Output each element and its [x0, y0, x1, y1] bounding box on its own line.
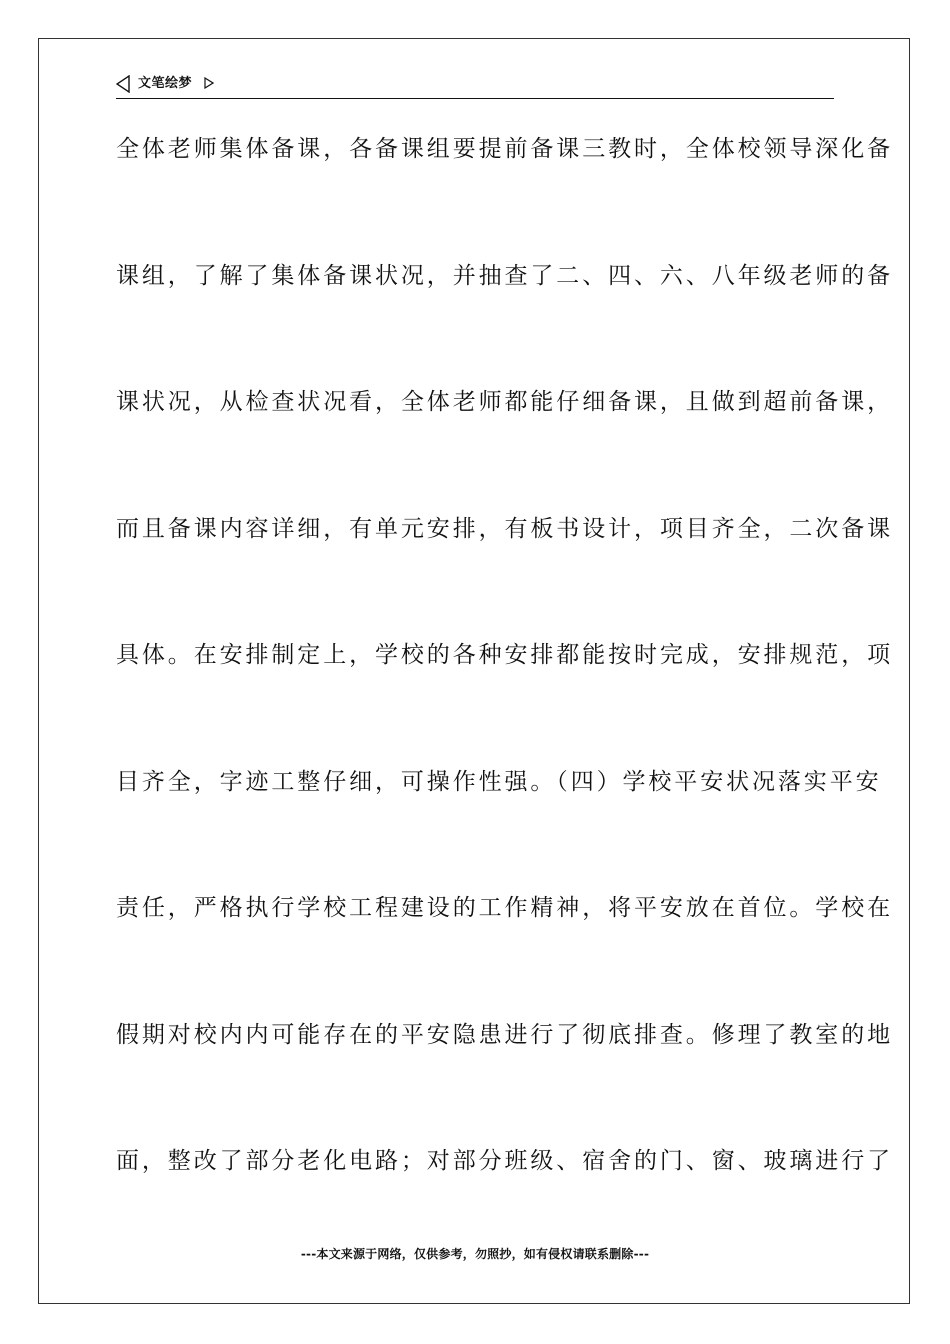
- text-line: 而且备课内容详细，有单元安排，有板书设计，项目齐全，二次备课: [116, 515, 893, 542]
- text-line: 面，整改了部分老化电路；对部分班级、宿舍的门、窗、玻璃进行了: [116, 1148, 893, 1174]
- footer-disclaimer: ---本文来源于网络，仅供参考，勿照抄，如有侵权请联系删除---: [300, 1247, 650, 1261]
- text-line: 全体老师集体备课，各备课组要提前备课三教时，全体校领导深化备: [116, 136, 893, 162]
- triangle-right-icon: [204, 77, 214, 89]
- text-line: 目齐全，字迹工整仔细，可操作性强。（四）学校平安状况落实平安: [116, 768, 882, 795]
- text-line: 课组，了解了集体备课状况，并抽查了二、四、六、八年级老师的备: [116, 262, 893, 289]
- text-line: 责任，严格执行学校工程建设的工作精神，将平安放在首位。学校在: [116, 895, 893, 921]
- header-title: 文笔绘梦: [138, 76, 193, 91]
- text-line: 假期对校内内可能存在的平安隐患进行了彻底排查。修理了教室的地: [116, 1021, 893, 1048]
- body-text: [116, 125, 893, 1264]
- page-header: [116, 74, 834, 99]
- text-line: 具体。在安排制定上，学校的各种安排都能按时完成，安排规范，项: [116, 642, 893, 668]
- triangle-left-icon: [116, 75, 130, 93]
- text-line: 课状况，从检查状况看，全体老师都能仔细备课，且做到超前备课，: [116, 389, 893, 415]
